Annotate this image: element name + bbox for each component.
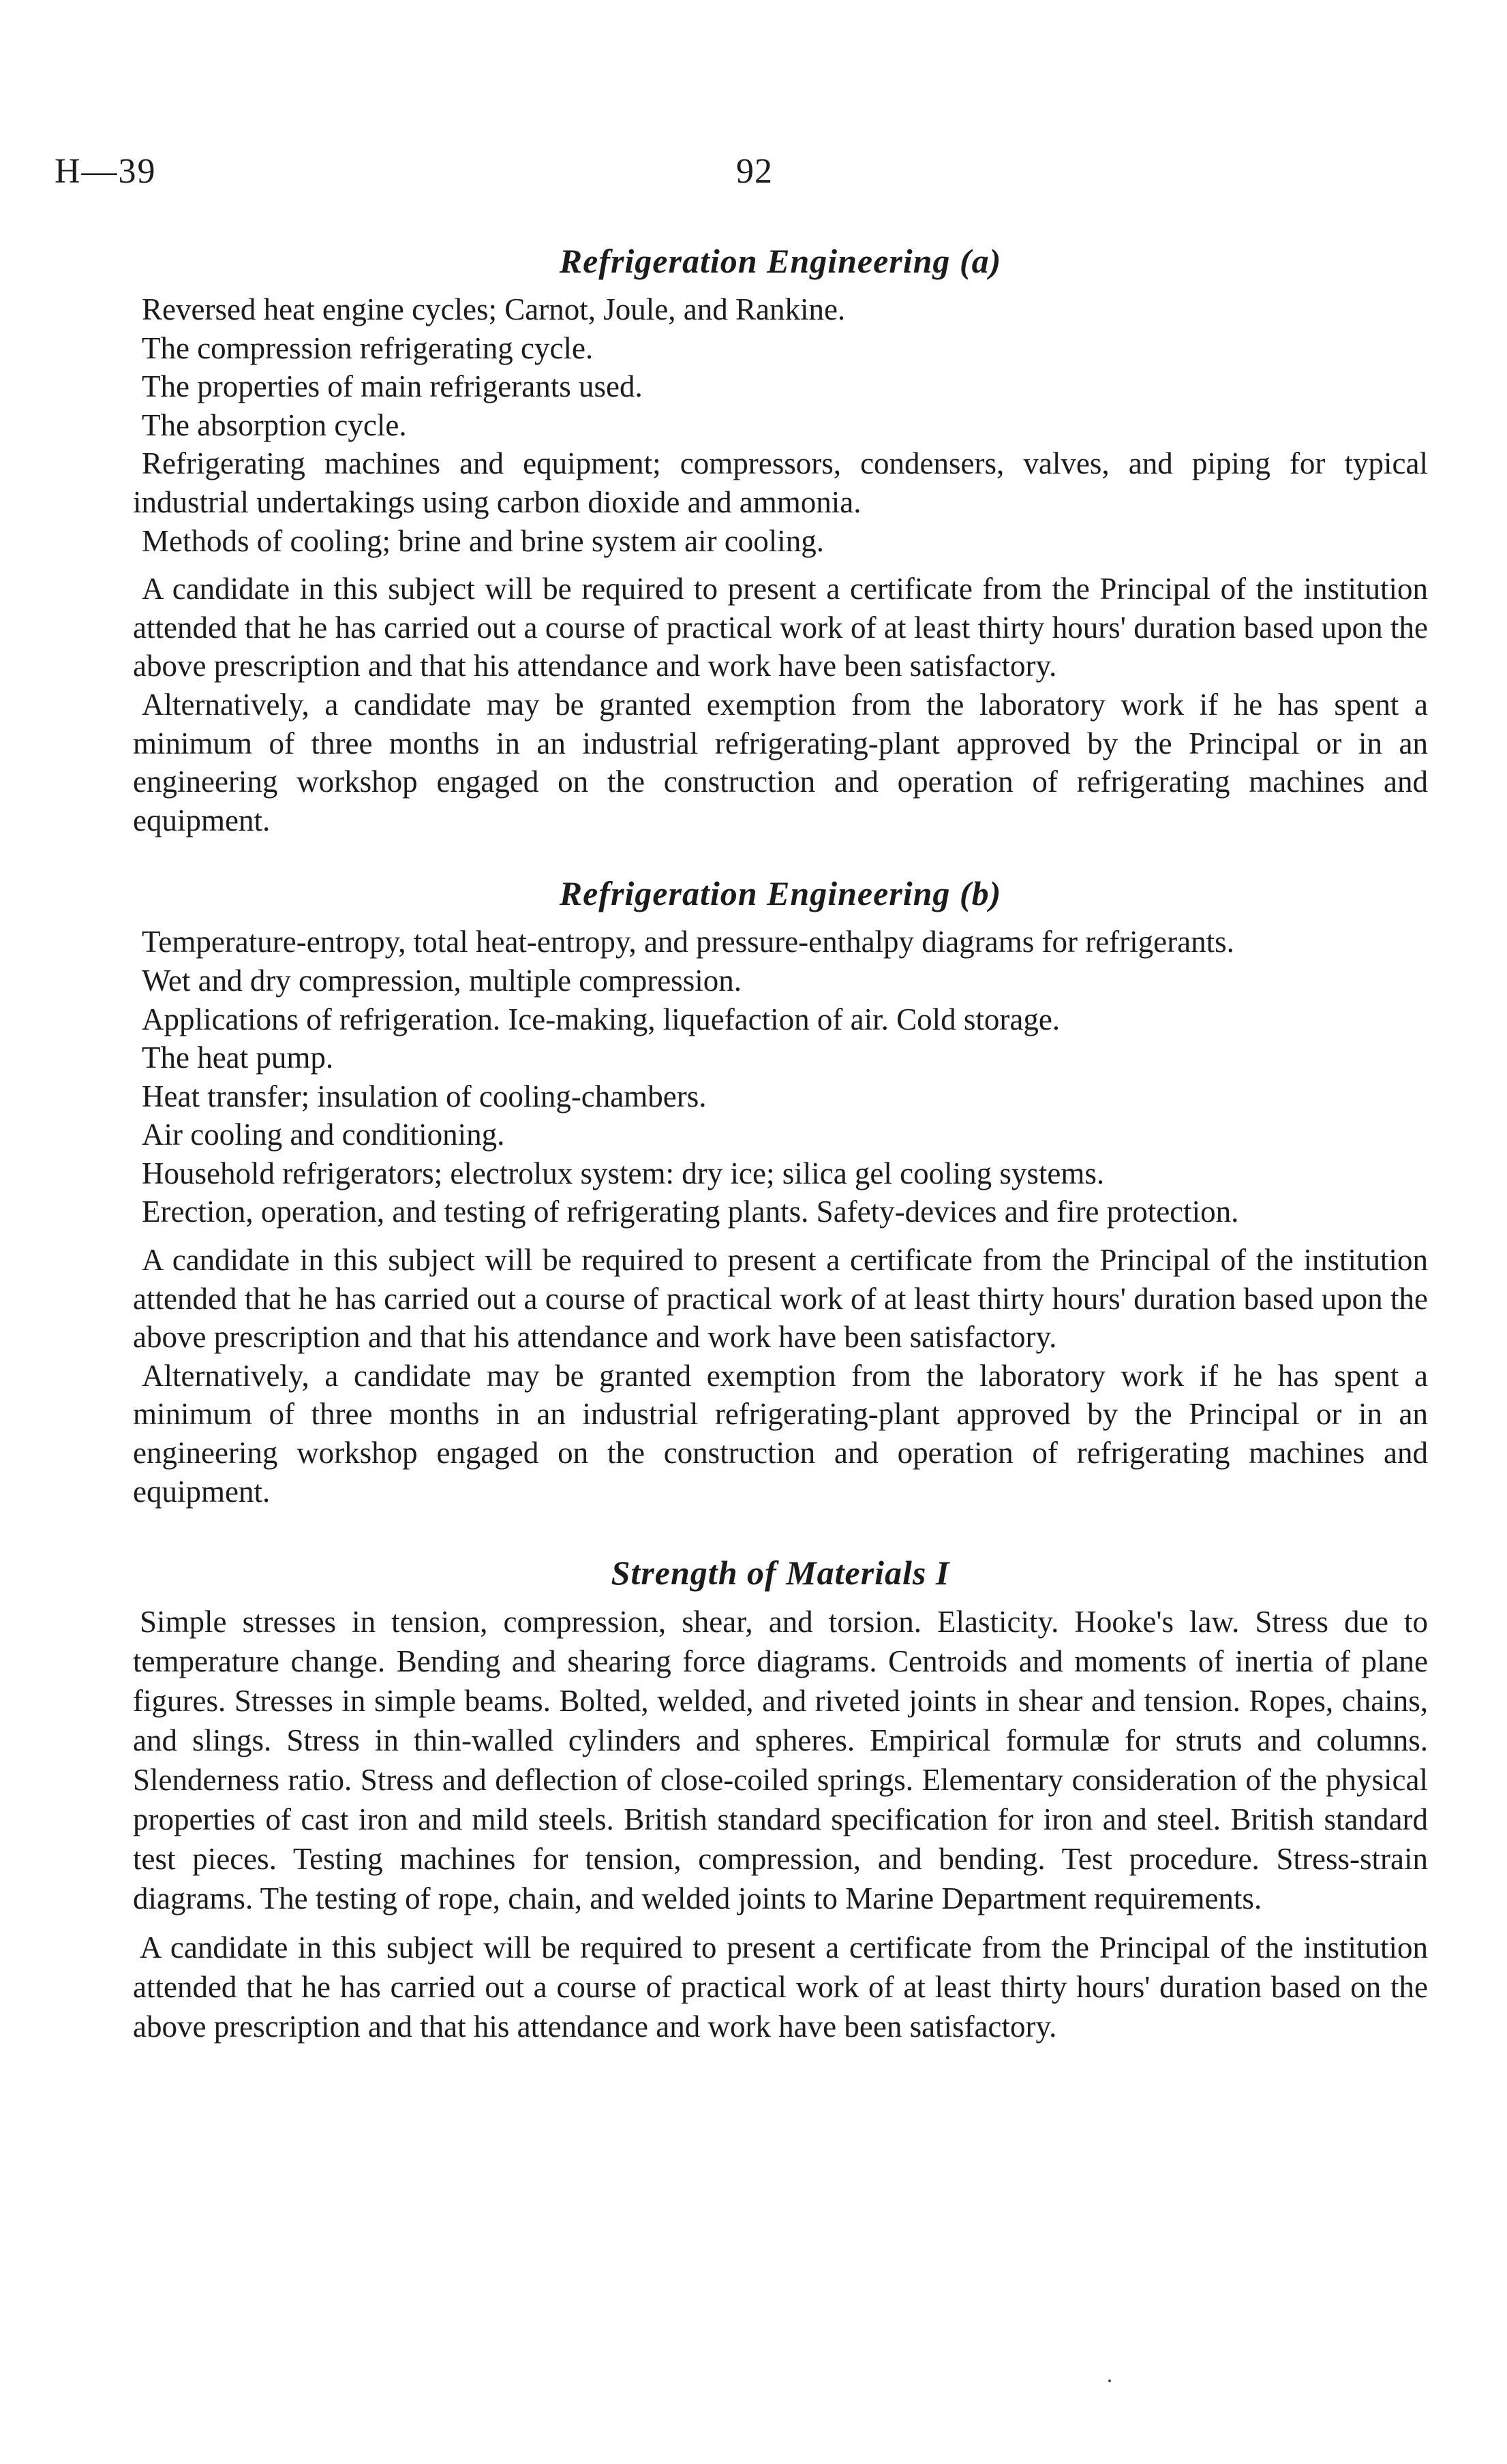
syllabus-line: Refrigerating machines and equipment; compressors, condensers, valves, and piping for typical industrial undertakings using carbon dioxide and ammonia. xyxy=(133,446,1428,519)
syllabus-line: Reversed heat engine cycles; Carnot, Joule, and Rankine. xyxy=(142,292,846,326)
syllabus-line: The compression refrigerating cycle. xyxy=(142,330,594,365)
syllabus-line: The absorption cycle. xyxy=(142,407,407,442)
section-refrigeration-engineering-a xyxy=(133,238,1428,840)
syllabus-line: Applications of refrigeration. Ice-making, liquefaction of air. Cold storage. xyxy=(142,1002,1061,1036)
section-heading: Refrigeration Engineering (b) xyxy=(559,874,1002,913)
certificate-paragraph: A candidate in this subject will be required to present a certificate from the Principal of the institution attended that he has carried out a course of practical work of at least thirty hours' duration based upon the above prescription and that his attendance and work have been satisfactory. xyxy=(133,572,1428,683)
section-strength-of-materials-i xyxy=(133,1550,1428,2046)
exemption-paragraph: Alternatively, a candidate may be granted exemption from the laboratory work if he has spent a minimum of three months in an industrial refrigerating-plant approved by the Principal or in an engineering workshop engaged on the construction and operation of refrigerating machines and equipment. xyxy=(133,1358,1428,1509)
syllabus-line: The heat pump. xyxy=(142,1041,334,1075)
scan-speck xyxy=(1108,2380,1111,2382)
page-number: 92 xyxy=(736,152,773,191)
syllabus-line: Temperature-entropy, total heat-entropy, and pressure-enthalpy diagrams for refrigerants. xyxy=(142,925,1234,959)
running-header xyxy=(55,151,1452,199)
syllabus-line: Methods of cooling; brine and brine system air cooling. xyxy=(142,523,825,558)
syllabus-line: The properties of main refrigerants used. xyxy=(142,369,643,404)
syllabus-paragraph: Simple stresses in tension, compression, shear, and torsion. Elasticity. Hooke's law. Stress due to temperature change. Bending and shearing force diagrams. Centroids and moments of inertia of plane figures. Stresses in simple beams. Bolted, welded, and riveted joints in shear and tension. Ropes, chains, and slings. Stress in thin-walled cylinders and spheres. Empirical formulæ for struts and columns. Slenderness ratio. Stress and deflection of close-coiled springs. Elementary consideration of the physical properties of cast iron and mild steels. British standard specification for iron and steel. British standard test pieces. Testing machines for tension, compression, and bending. Test procedure. Stress-strain diagrams. The testing of rope, chain, and welded joints to Marine Department requirements. xyxy=(133,1605,1428,1916)
section-heading: Refrigeration Engineering (a) xyxy=(559,242,1002,280)
document-reference: H—39 xyxy=(55,152,157,191)
syllabus-line: Erection, operation, and testing of refrigerating plants. Safety-devices and fire protection. xyxy=(142,1195,1239,1229)
syllabus-line: Heat transfer; insulation of cooling-chambers. xyxy=(142,1079,707,1113)
exemption-paragraph: Alternatively, a candidate may be granted exemption from the laboratory work if he has spent a minimum of three months in an industrial refrigerating-plant approved by the Principal or in an engineering workshop engaged on the construction and operation of refrigerating machines and equipment. xyxy=(133,687,1428,837)
page-body xyxy=(133,238,1428,2046)
syllabus-line: Household refrigerators; electrolux system: dry ice; silica gel cooling systems. xyxy=(142,1156,1105,1190)
section-heading: Strength of Materials I xyxy=(611,1554,950,1592)
section-refrigeration-engineering-b xyxy=(133,871,1428,1511)
syllabus-line: Air cooling and conditioning. xyxy=(142,1118,505,1152)
certificate-paragraph: A candidate in this subject will be required to present a certificate from the Principal of the institution attended that he has carried out a course of practical work of at least thirty hours' duration based on the above prescription and that his attendance and work have been satisfactory. xyxy=(133,1930,1428,2044)
syllabus-line: Wet and dry compression, multiple compression. xyxy=(142,963,742,998)
certificate-paragraph: A candidate in this subject will be required to present a certificate from the Principal of the institution attended that he has carried out a course of practical work of at least thirty hours' duration based upon the above prescription and that his attendance and work have been satisfactory. xyxy=(133,1243,1428,1355)
